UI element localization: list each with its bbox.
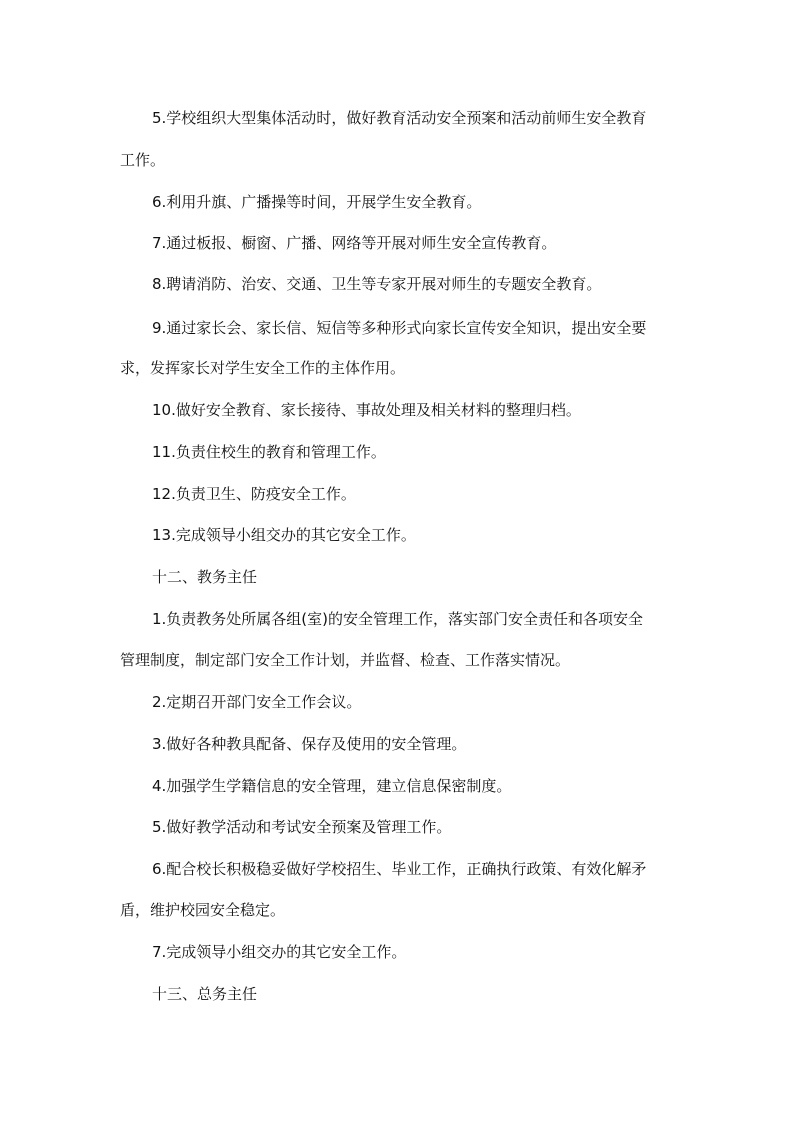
paragraph-line: 13.完成领导小组交办的其它安全工作。 — [152, 526, 416, 544]
paragraph-line: 盾，维护校园安全稳定。 — [120, 901, 286, 919]
paragraph-line: 5.做好教学活动和考试安全预案及管理工作。 — [152, 818, 452, 836]
paragraph-line: 8.聘请消防、治安、交通、卫生等专家开展对师生的专题安全教育。 — [152, 275, 602, 293]
paragraph-line: 7.完成领导小组交办的其它安全工作。 — [152, 943, 407, 961]
paragraph-line: 1.负责教务处所属各组(室)的安全管理工作，落实部门安全责任和各项安全 — [152, 610, 644, 628]
section-heading: 十三、总务主任 — [152, 985, 258, 1003]
paragraph-line: 3.做好各种教具配备、保存及使用的安全管理。 — [152, 735, 467, 753]
paragraph-line: 9.通过家长会、家长信、短信等多种形式向家长宣传安全知识，提出安全要 — [152, 319, 647, 337]
paragraph-line: 7.通过板报、橱窗、广播、网络等开展对师生安全宣传教育。 — [152, 234, 557, 252]
section-heading: 十二、教务主任 — [152, 568, 258, 586]
paragraph-line: 6.配合校长积极稳妥做好学校招生、毕业工作，正确执行政策、有效化解矛 — [152, 860, 647, 878]
paragraph-line: 5.学校组织大型集体活动时，做好教育活动安全预案和活动前师生安全教育 — [152, 109, 647, 127]
paragraph-line: 工作。 — [120, 151, 166, 169]
paragraph-line: 6.利用升旗、广播操等时间，开展学生安全教育。 — [152, 193, 482, 211]
paragraph-line: 2.定期召开部门安全工作会议。 — [152, 693, 362, 711]
paragraph-line: 11.负责住校生的教育和管理工作。 — [152, 443, 386, 461]
paragraph-line: 求，发挥家长对学生安全工作的主体作用。 — [120, 359, 406, 377]
paragraph-line: 10.做好安全教育、家长接待、事故处理及相关材料的整理归档。 — [152, 401, 581, 419]
paragraph-line: 管理制度，制定部门安全工作计划，并监督、检查、工作落实情况。 — [120, 651, 571, 669]
paragraph-line: 12.负责卫生、防疫安全工作。 — [152, 485, 356, 503]
paragraph-line: 4.加强学生学籍信息的安全管理，建立信息保密制度。 — [152, 777, 512, 795]
